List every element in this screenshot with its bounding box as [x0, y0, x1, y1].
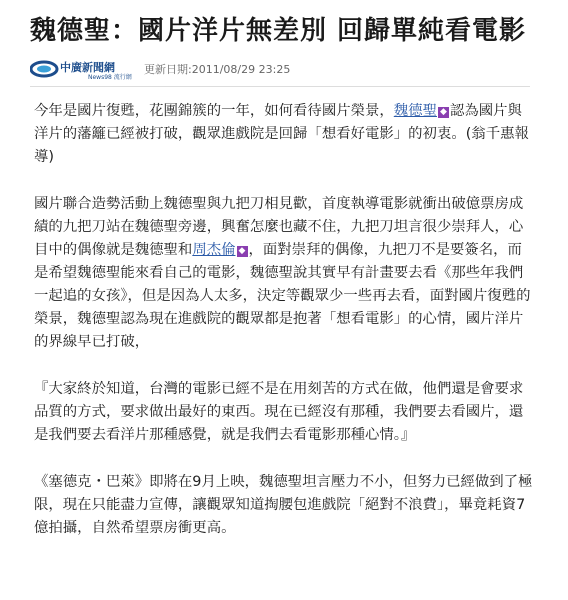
cbs-logo-icon[interactable]	[30, 58, 138, 80]
logo-swoosh-icon	[30, 60, 60, 78]
article-headline: 魏德聖：國片洋片無差別 回歸單純看電影	[30, 16, 527, 46]
paragraph-2	[34, 193, 534, 354]
paragraph-2-text-a: 國片聯合造勢活動上魏德聖與九把刀相見歡，首度執導電影就衝出破億票房成績的九把刀站在魏德聖旁邊，興奮怎麼也藏不住，九把刀坦言很少崇拜人，心目中的偶像就是魏德聖和	[34, 196, 524, 258]
update-date-label: 更新日期:	[144, 63, 192, 76]
paragraph-1-text-a: 今年是國片復甦，花團錦簇的一年，如何看待國片榮景，	[34, 103, 394, 119]
paragraph-2-text-b: ，面對崇拜的偶像，九把刀不是要簽名，而是希望魏德聖能來看自己的電影，魏德聖說其實早有計畫要去看《那些年我們一起追的女孩》，但是因為人太多，決定等觀眾少一些再去看，面對國片復甦的榮景，魏德聖認為現在進戲院的觀眾都是抱著「想看電影」的心情，國片洋片的界線早已打破，	[34, 242, 531, 350]
source-row	[30, 58, 290, 80]
paragraph-1-text-b: 認為國片與洋片的藩籬已經被打破，觀眾進戲院是回歸「想看好電影」的初衷。(翁千惠報導)	[34, 103, 529, 165]
paragraph-1	[34, 100, 534, 169]
article-body	[34, 100, 534, 564]
logo-text: 中廣新聞網	[60, 61, 115, 74]
tag-icon[interactable]: ◆	[237, 246, 248, 257]
wei-desheng-link[interactable]: 魏德聖	[393, 103, 437, 119]
jay-chou-link[interactable]: 周杰倫	[192, 242, 236, 258]
divider	[30, 86, 530, 87]
logo-subtext: News98 流行網	[88, 74, 132, 81]
update-date-value: 2011/08/29 23:25	[191, 62, 291, 76]
paragraph-4: 《塞德克・巴萊》即將在9月上映，魏德聖坦言壓力不小，但努力已經做到了極限，現在只能盡力宣傳，讓觀眾知道掏腰包進戲院「絕對不浪費」，畢竟耗資7億拍攝，自然希望票房衝更高。	[34, 474, 533, 536]
paragraph-3: 『大家終於知道，台灣的電影已經不是在用刻苦的方式在做，他們還是會要求品質的方式，要求做出最好的東西。現在已經沒有那種，我們要去看國片，還是我們要去看洋片那種感覺，就是我們去看電影那種心情。』	[34, 381, 524, 443]
tag-icon[interactable]: ◆	[438, 107, 449, 118]
